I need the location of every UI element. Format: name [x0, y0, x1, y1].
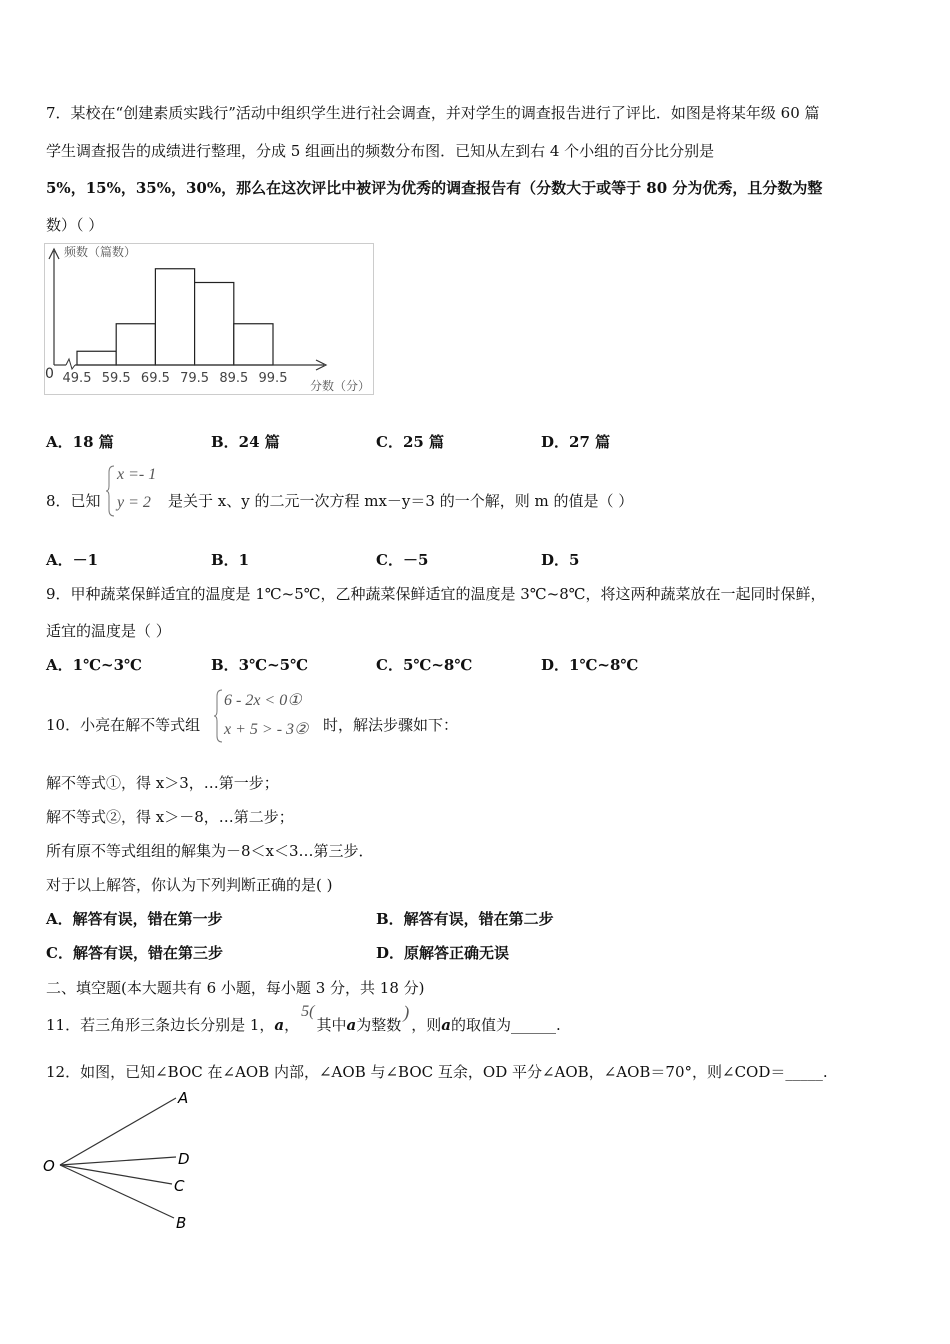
q7-line4: 数）（ ） [46, 216, 104, 234]
q11-line [46, 1002, 561, 1035]
x-tick-label: 79.5 [180, 371, 210, 386]
section2-heading: 二、填空题(本大题共有 6 小题，每小题 3 分，共 18 分) [46, 979, 425, 997]
q8-suffix: 是关于 x、y 的二元一次方程 mx－y＝3 的一个解，则 m 的值是（ ） [168, 492, 634, 510]
q8-option-a[interactable]: A．－1 [46, 551, 99, 569]
q8-eq1: x =- 1 [117, 466, 157, 483]
q11-sep: ， [284, 1016, 300, 1034]
ray-od [60, 1157, 176, 1165]
q10-option-d[interactable]: D．原解答正确无误 [376, 944, 510, 962]
x-tick-label: 49.5 [62, 371, 92, 386]
q8-prefix: 8．已知 [46, 492, 101, 510]
q10-step3: 所有原不等式组组的解集为－8＜x＜3…第三步． [46, 842, 374, 860]
q11-paren-close: ) [403, 1002, 410, 1022]
q7-option-b[interactable]: B．24 篇 [211, 433, 280, 451]
y-axis-label: 频数（篇数） [64, 245, 137, 259]
x-tick-label: 59.5 [101, 371, 131, 386]
x-axis-label: 分数（分） [310, 379, 371, 393]
q10-prefix: 10．小亮在解不等式组 [46, 716, 201, 734]
histogram-bar-3 [155, 269, 194, 365]
x-tick-label: 69.5 [140, 371, 170, 386]
q10-ask: 对于以上解答，你认为下列判断正确的是( ) [46, 876, 333, 894]
q10-option-a[interactable]: A．解答有误，错在第一步 [46, 910, 223, 928]
q10-ineq1: 6 - 2x < 0① [224, 692, 302, 709]
q7-line3: 5%，15%，35%，30%，那么在这次评比中被评为优秀的调查报告有（分数大于或等于 80 分为优秀，且分数为整 [46, 179, 823, 197]
q9-option-d[interactable]: D．1℃~8℃ [541, 656, 639, 674]
q9-option-c[interactable]: C．5℃~8℃ [376, 656, 473, 674]
q8-brace [106, 464, 116, 518]
q11-var-a3: a [441, 1016, 451, 1034]
histogram-bar-5 [234, 324, 273, 365]
label-d: D [178, 1150, 190, 1168]
histogram-bar-1 [77, 351, 116, 365]
q8-eq2: y = 2 [117, 494, 151, 511]
ray-oc [60, 1165, 172, 1184]
label-a: A [178, 1089, 189, 1107]
q11-part3: 为整数 [356, 1016, 402, 1034]
x-tick-label: 99.5 [258, 371, 288, 386]
q9-line1: 9．甲种蔬菜保鲜适宜的温度是 1℃~5℃，乙种蔬菜保鲜适宜的温度是 3℃~8℃，将这两种蔬菜放在一起同时保鲜， [46, 585, 826, 603]
ray-oa [60, 1098, 176, 1165]
x-axis-break [66, 359, 75, 369]
q10-step2: 解不等式②，得 x＞－8，…第二步； [46, 808, 294, 826]
q10-suffix: 时，解法步骤如下： [323, 716, 459, 734]
q12-angle-figure [40, 1088, 210, 1234]
q9-option-b[interactable]: B．3℃~5℃ [211, 656, 309, 674]
q10-step1: 解不等式①，得 x＞3，…第一步； [46, 774, 279, 792]
x-tick-label: 89.5 [219, 371, 249, 386]
histogram-bar-2 [116, 324, 155, 365]
q7-option-a[interactable]: A．18 篇 [46, 433, 114, 451]
q8-option-b[interactable]: B．1 [211, 551, 250, 569]
q8-option-d[interactable]: D．5 [541, 551, 580, 569]
q11-var-a2: a [346, 1016, 357, 1034]
q10-ineq2: x + 5 > - 3② [224, 721, 309, 738]
origin-label: 0 [45, 366, 54, 382]
label-c: C [174, 1177, 185, 1195]
q12-text: 12．如图，已知∠BOC 在∠AOB 内部，∠AOB 与∠BOC 互余，OD 平分∠AOB，∠AOB＝70°，则∠COD＝_____. [46, 1063, 828, 1081]
q9-option-a[interactable]: A．1℃~3℃ [46, 656, 143, 674]
q11-part4: ，则 [411, 1016, 442, 1034]
q10-brace [214, 688, 224, 744]
q11-var-a: a [274, 1016, 285, 1034]
q11-part5: 的取值为______. [451, 1016, 561, 1034]
ray-ob [60, 1165, 174, 1218]
q11-term: 5( [301, 1003, 315, 1020]
q9-line2: 适宜的温度是（ ） [46, 622, 171, 640]
q10-option-b[interactable]: B．解答有误，错在第二步 [376, 910, 554, 928]
q7-option-d[interactable]: D．27 篇 [541, 433, 611, 451]
q10-option-c[interactable]: C．解答有误，错在第三步 [46, 944, 223, 962]
q8-option-c[interactable]: C．－5 [376, 551, 429, 569]
q11-part2: 其中 [316, 1016, 347, 1034]
q11-part1: 11．若三角形三条边长分别是 1， [46, 1016, 275, 1034]
label-b: B [176, 1214, 187, 1232]
q7-line1: 7．某校在“创建素质实践行”活动中组织学生进行社会调查，并对学生的调查报告进行了评比．如图是将某年级 60 篇 [46, 104, 820, 122]
histogram-bar-4 [195, 283, 234, 366]
label-o: O [43, 1157, 55, 1175]
histogram-chart [44, 243, 374, 395]
q7-line2: 学生调查报告的成绩进行整理，分成 5 组画出的频数分布图．已知从左到右 4 个小组的百分比分别是 [46, 142, 715, 160]
q7-option-c[interactable]: C．25 篇 [376, 433, 445, 451]
